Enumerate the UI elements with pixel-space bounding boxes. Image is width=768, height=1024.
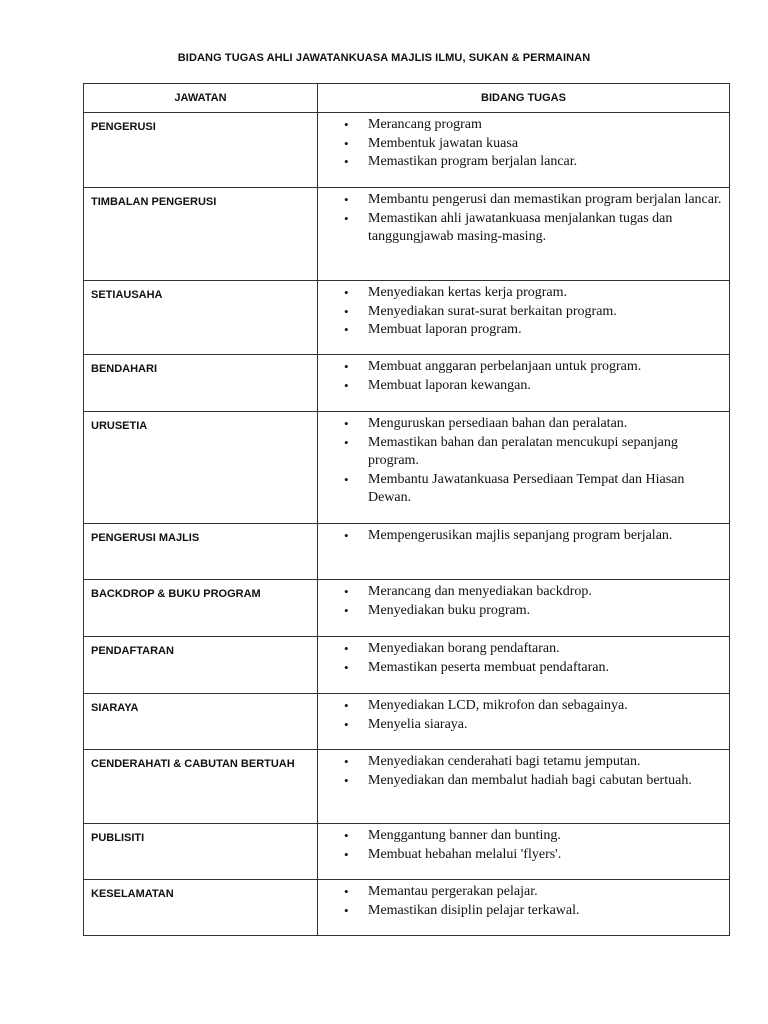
role-label: PENGERUSI MAJLIS [91,532,200,544]
role-label: PENGERUSI [91,121,156,133]
duty-text: Membuat laporan program. [368,322,522,337]
list-item [318,116,723,135]
bullet-icon: • [344,135,349,151]
list-item [318,583,723,602]
bullet-icon: • [344,117,349,132]
table-header-row [84,84,730,113]
list-item [318,210,723,247]
table-row [84,113,730,188]
list-item [318,602,723,621]
bullet-icon: • [344,602,349,618]
table-row [84,580,730,637]
duty-list [318,824,729,874]
duties-cell [318,880,730,936]
role-cell [84,580,318,637]
document-title: BIDANG TUGAS AHLI JAWATANKUASA MAJLIS ILMU, SUKAN & PERMAINAN [177,52,591,64]
duty-text: Menyediakan surat-surat berkaitan program. [368,303,617,319]
bullet-icon: • [344,303,349,319]
duty-list [318,113,729,182]
header-duties: BIDANG TUGAS [318,84,730,113]
duties-cell [318,355,730,412]
duty-list [318,580,729,630]
role-label: URUSETIA [91,420,148,432]
duties-cell [318,694,730,750]
bullet-icon: • [344,584,349,599]
list-item [318,358,723,377]
duties-cell [318,281,730,355]
bullet-icon: • [344,471,349,487]
list-item [318,827,723,846]
duty-text: Memastikan disiplin pelajar terkawal. [368,902,580,918]
table-row [84,188,730,281]
list-item [318,321,723,340]
role-cell [84,637,318,694]
table-row [84,637,730,694]
bullet-icon: • [344,528,349,543]
role-label: BENDAHARI [91,363,157,375]
duty-text: Memastikan ahli jawatankuasa menjalankan tugas dan tanggungjawab masing-masing. [368,210,673,244]
list-item [318,753,723,772]
table-row [84,694,730,750]
table-row [84,524,730,580]
duties-cell [318,412,730,524]
bullet-icon: • [344,772,349,788]
list-item [318,153,723,172]
duty-text: Memastikan peserta membuat pendaftaran. [368,659,610,675]
duty-list [318,524,729,556]
duty-text: Menyediakan kertas kerja program. [368,285,568,300]
bullet-icon: • [344,377,349,393]
bullet-icon: • [344,359,349,374]
duty-text: Menyediakan cenderahati bagi tetamu jemputan. [368,754,641,769]
role-cell [84,880,318,936]
duty-text: Menyediakan dan membalut hadiah bagi cabutan bertuah. [368,772,692,788]
role-cell [84,113,318,188]
duties-cell [318,524,730,580]
duty-text: Membuat anggaran perbelanjaan untuk program. [368,359,642,374]
bullet-icon: • [344,716,349,732]
duty-text: Membuat hebahan melalui 'flyers'. [368,846,562,862]
bullet-icon: • [344,828,349,843]
bullet-icon: • [344,884,349,899]
table-row [84,281,730,355]
duty-list [318,637,729,687]
role-cell [84,355,318,412]
duty-table [83,83,730,936]
duty-text: Merancang program [368,117,482,132]
header-role: JAWATAN [84,84,318,113]
role-label: PENDAFTARAN [91,645,174,657]
list-item [318,377,723,396]
list-item [318,846,723,865]
bullet-icon: • [344,698,349,713]
duty-list [318,694,729,744]
duties-cell [318,750,730,824]
duties-cell [318,188,730,281]
duty-text: Menyediakan borang pendaftaran. [368,641,560,656]
role-cell [84,824,318,880]
bullet-icon: • [344,659,349,675]
list-item [318,697,723,716]
bullet-icon: • [344,322,349,337]
list-item [318,434,723,471]
duty-list [318,880,729,930]
list-item [318,902,723,921]
duty-text: Membuat laporan kewangan. [368,377,531,393]
list-item [318,284,723,303]
duties-cell [318,580,730,637]
role-cell [84,412,318,524]
duty-text: Membentuk jawatan kuasa [368,135,519,151]
duty-text: Membantu Jawatankuasa Persediaan Tempat dan Hiasan Dewan. [368,471,685,505]
role-label: TIMBALAN PENGERUSI [91,196,217,208]
duty-text: Mempengerusikan majlis sepanjang program berjalan. [368,528,673,543]
table-body [84,113,730,936]
duty-text: Membantu pengerusi dan memastikan program berjalan lancar. [368,192,722,207]
role-cell [84,524,318,580]
bullet-icon: • [344,846,349,862]
table-row [84,355,730,412]
role-cell [84,281,318,355]
duty-list [318,750,729,800]
duty-text: Memastikan bahan dan peralatan mencukupi sepanjang program. [368,434,678,468]
role-label: BACKDROP & BUKU PROGRAM [91,588,261,600]
duties-cell [318,824,730,880]
list-item [318,191,723,210]
bullet-icon: • [344,285,349,300]
bullet-icon: • [344,210,349,226]
role-label: PUBLISITI [91,832,145,844]
role-cell [84,750,318,824]
bullet-icon: • [344,754,349,769]
list-item [318,640,723,659]
bullet-icon: • [344,434,349,450]
duties-cell [318,113,730,188]
role-label: SIARAYA [91,702,139,714]
list-item [318,883,723,902]
list-item [318,303,723,322]
duty-list [318,281,729,350]
role-cell [84,694,318,750]
list-item [318,527,723,546]
bullet-icon: • [344,416,349,431]
duty-text: Menguruskan persediaan bahan dan peralatan. [368,416,628,431]
list-item [318,716,723,735]
duty-text: Memastikan program berjalan lancar. [368,154,578,169]
list-item [318,135,723,154]
duty-text: Menyediakan LCD, mikrofon dan sebagainya. [368,698,628,713]
table-row [84,412,730,524]
list-item [318,471,723,508]
bullet-icon: • [344,192,349,207]
role-label: SETIAUSAHA [91,289,163,301]
list-item [318,659,723,678]
table-row [84,824,730,880]
duty-text: Menyediakan buku program. [368,602,531,618]
role-cell [84,188,318,281]
duty-text: Merancang dan menyediakan backdrop. [368,584,592,599]
duties-cell [318,637,730,694]
duty-list [318,355,729,405]
bullet-icon: • [344,641,349,656]
table-row [84,750,730,824]
duty-list [318,412,729,518]
role-label: KESELAMATAN [91,888,174,900]
duty-text: Memantau pergerakan pelajar. [368,884,538,899]
list-item [318,415,723,434]
table-row [84,880,730,936]
bullet-icon: • [344,154,349,169]
duty-text: Menggantung banner dan bunting. [368,828,561,843]
list-item [318,772,723,791]
duty-list [318,188,729,257]
role-label: CENDERAHATI & CABUTAN BERTUAH [91,758,295,770]
bullet-icon: • [344,902,349,918]
duty-text: Menyelia siaraya. [368,716,468,732]
